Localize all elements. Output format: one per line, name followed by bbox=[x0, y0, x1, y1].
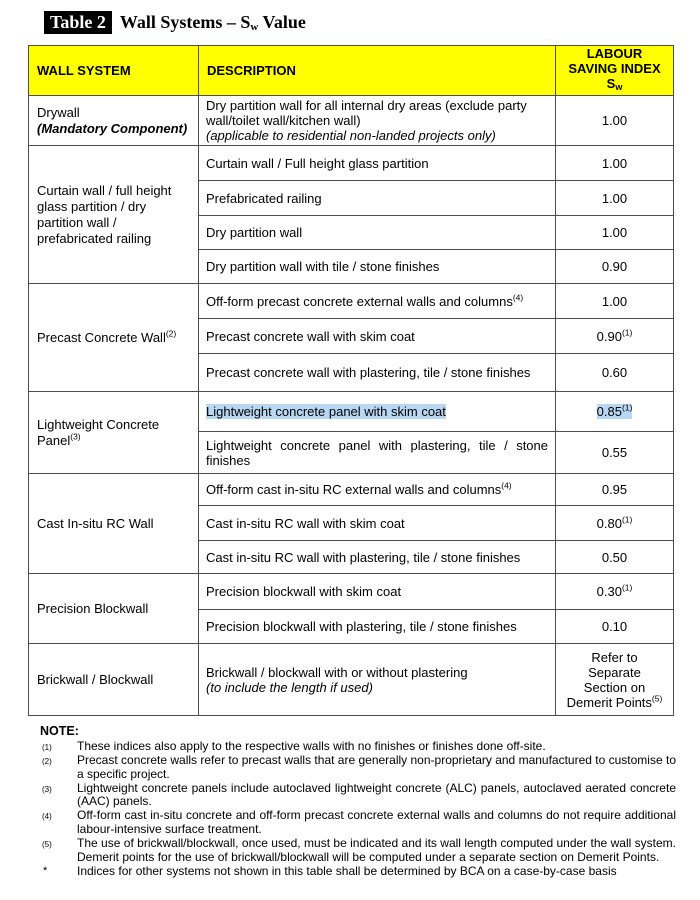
table-row bbox=[29, 146, 674, 181]
note-marker: (4) bbox=[42, 812, 52, 822]
group-label-curtain-wall: Curtain wall / full height glass partition / dry partition wall / prefabricated railing bbox=[29, 146, 199, 284]
footnote-ref: (1) bbox=[621, 327, 633, 338]
description-note: (applicable to residential non-landed projects only) bbox=[206, 128, 496, 143]
note-item-1 bbox=[40, 740, 676, 754]
footnote-ref: (5) bbox=[651, 693, 663, 704]
sw-value-cell: 1.00 bbox=[556, 216, 674, 250]
selected-text: Lightweight concrete panel with skim coat bbox=[206, 404, 446, 419]
footnote-ref: (1) bbox=[621, 514, 633, 525]
description-cell: Off-form cast in-situ RC external walls and columns$^{(4)}$ bbox=[199, 474, 556, 506]
sw-value-cell: 1.00 bbox=[556, 284, 674, 319]
table-number-badge: Table 2 bbox=[44, 11, 112, 34]
note-text: Precast concrete walls refer to precast walls that are generally non-proprietary and manufactured to customise to a specific project. bbox=[77, 753, 676, 781]
sw-value-cell: 1.00 bbox=[556, 181, 674, 216]
note-item-2 bbox=[40, 754, 676, 781]
sw-value-cell: Refer to Separate Section on Demerit Points$^{(5)}$ bbox=[556, 644, 674, 716]
description-note: (to include the length if used) bbox=[206, 679, 373, 695]
header-row bbox=[29, 46, 674, 96]
note-item-3 bbox=[40, 782, 676, 809]
group-label-drywall: Drywall (Mandatory Component) bbox=[29, 96, 199, 146]
sw-value-cell: 0.10 bbox=[556, 610, 674, 644]
subscript-w: w bbox=[615, 82, 623, 92]
notes-heading: NOTE: bbox=[40, 724, 79, 738]
description-cell: Precision blockwall with skim coat bbox=[199, 574, 556, 610]
note-item-asterisk bbox=[40, 865, 676, 879]
sw-value-cell: 0.30$^{(1)}$ bbox=[556, 574, 674, 610]
footnote-ref: (4) bbox=[501, 480, 512, 491]
sw-value-cell: 1.00 bbox=[556, 146, 674, 181]
table-row bbox=[29, 392, 674, 432]
sw-value-cell: 0.60 bbox=[556, 354, 674, 392]
note-marker: (2) bbox=[42, 757, 52, 767]
note-text: The use of brickwall/blockwall, once used, must be indicated and its wall length computed under the wall system. Demerit points for the use of brickwall/blockwall will be computed under a separate section on Demerit Points. bbox=[77, 836, 676, 864]
description-cell: Off-form precast concrete external walls and columns$^{(4)}$ bbox=[199, 284, 556, 319]
footnote-ref: (1) bbox=[621, 582, 633, 593]
group-label-precision-blockwall: Precision Blockwall bbox=[29, 574, 199, 644]
description-cell: Cast in-situ RC wall with skim coat bbox=[199, 506, 556, 541]
sw-value-cell: 0.80$^{(1)}$ bbox=[556, 506, 674, 541]
notes-section bbox=[40, 724, 676, 878]
sw-value-cell: 0.90$^{(1)}$ bbox=[556, 319, 674, 354]
note-marker: (5) bbox=[42, 840, 52, 850]
note-marker: (1) bbox=[42, 743, 52, 752]
footnote-ref: (4) bbox=[512, 292, 524, 303]
note-text: These indices also apply to the respective walls with no finishes or finishes done off-site. bbox=[77, 739, 546, 753]
table-row bbox=[29, 474, 674, 506]
table-row bbox=[29, 644, 674, 716]
description-cell: Dry partition wall for all internal dry areas (exclude party wall/toilet wall/kitchen wall) (applicable to residential non-landed projects only) bbox=[199, 96, 556, 146]
selected-text: 0.85$^{(1)}$ bbox=[596, 402, 633, 419]
description-cell: Dry partition wall with tile / stone finishes bbox=[199, 250, 556, 284]
sw-value-cell-highlighted bbox=[556, 392, 674, 432]
note-text: Indices for other systems not shown in this table shall be determined by BCA on a case-by-case basis bbox=[77, 863, 617, 878]
note-item-4 bbox=[40, 809, 676, 836]
table-row bbox=[29, 574, 674, 610]
description-cell: Precast concrete wall with plastering, tile / stone finishes bbox=[199, 354, 556, 392]
title-text: Wall Systems – $S_w$ Value bbox=[119, 12, 306, 33]
subscript-w: w bbox=[250, 21, 259, 33]
group-label-precast-concrete-wall: Precast Concrete Wall$^{(2)}$ bbox=[29, 284, 199, 392]
footnote-ref: (2) bbox=[165, 328, 177, 339]
sw-value-cell: 0.55 bbox=[556, 432, 674, 474]
note-text: Off-form cast in-situ concrete and off-form precast concrete external walls and columns do not require additional labour-intensive surface treatment. bbox=[77, 808, 676, 837]
page-title bbox=[44, 12, 306, 33]
group-label-lightweight-concrete-panel: Lightweight Concrete Panel$^{(3)}$ bbox=[29, 392, 199, 474]
note-item-5 bbox=[40, 837, 676, 864]
description-cell: Brickwall / blockwall with or without plastering (to include the length if used) bbox=[199, 644, 556, 716]
footnote-ref: (3) bbox=[70, 431, 81, 442]
footnote-ref: (1) bbox=[621, 402, 633, 413]
sw-value-cell: 0.50 bbox=[556, 541, 674, 574]
sw-value-cell: 1.00 bbox=[556, 96, 674, 146]
description-cell: Curtain wall / Full height glass partition bbox=[199, 146, 556, 181]
note-marker: (3) bbox=[42, 784, 52, 794]
table-row bbox=[29, 96, 674, 146]
sw-value-cell: 0.95 bbox=[556, 474, 674, 506]
description-cell: Precast concrete wall with skim coat bbox=[199, 319, 556, 354]
mandatory-component-label: (Mandatory Component) bbox=[37, 120, 188, 136]
sw-value-cell: 0.90 bbox=[556, 250, 674, 284]
description-cell-highlighted bbox=[199, 392, 556, 432]
table-row bbox=[29, 284, 674, 319]
description-cell: Precision blockwall with plastering, tile / stone finishes bbox=[199, 610, 556, 644]
description-cell: Lightweight concrete panel with plastering, tile / stone finishes bbox=[199, 432, 556, 474]
header-wall-system: WALL SYSTEM bbox=[29, 46, 199, 96]
note-marker: * bbox=[43, 864, 48, 877]
group-label-brickwall-blockwall: Brickwall / Blockwall bbox=[29, 644, 199, 716]
header-description: DESCRIPTION bbox=[199, 46, 556, 96]
group-label-cast-insitu-rc-wall: Cast In-situ RC Wall bbox=[29, 474, 199, 574]
header-labour-saving-index: LABOUR SAVING INDEX $S_w$ bbox=[556, 46, 674, 96]
description-cell: Prefabricated railing bbox=[199, 181, 556, 216]
wall-systems-table bbox=[28, 45, 674, 716]
description-cell: Cast in-situ RC wall with plastering, tile / stone finishes bbox=[199, 541, 556, 574]
note-text: Lightweight concrete panels include autoclaved lightweight concrete (ALC) panels, autoclaved aerated concrete (AAC) panels. bbox=[77, 780, 676, 809]
description-cell: Dry partition wall bbox=[199, 216, 556, 250]
